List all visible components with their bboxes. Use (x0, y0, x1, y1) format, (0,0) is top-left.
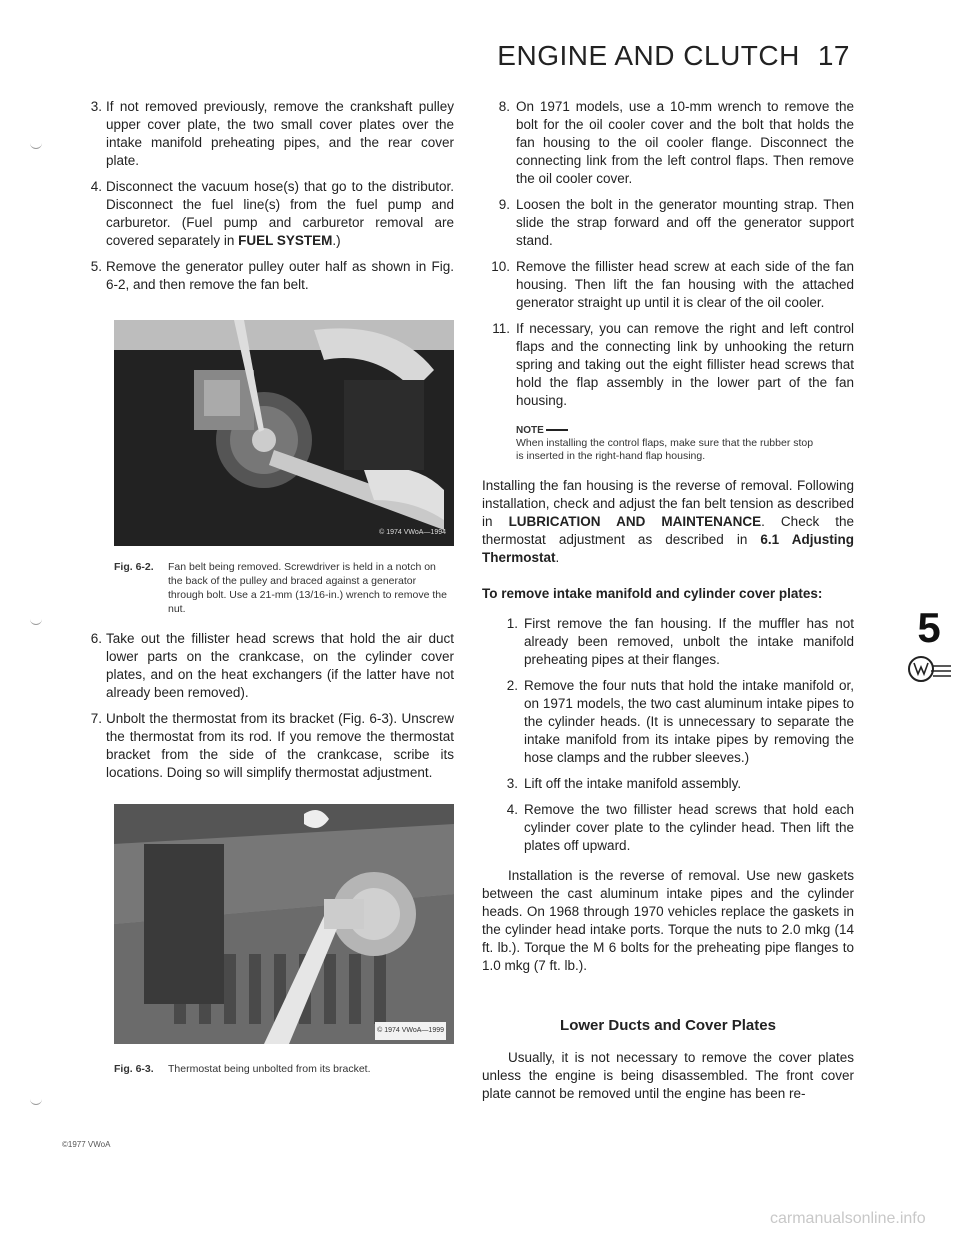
step-6: 6. Take out the fillister head screws that hold the air duct lower parts on the crankcase, on the cylinder cover plates, and on the heat exchangers (if the latter have not already been removed). (90, 631, 454, 700)
left-steps-b (82, 630, 454, 782)
thermostat-ref: 6.1 Adjusting Thermostat (482, 532, 854, 565)
step-8: 8. On 1971 models, use a 10-mm wrench to remove the bolt for the oil cooler cover and the bolt that holds the fan housing to the oil cooler flange. Disconnect the connecting link from the left control flaps. Then remove the oil cooler cover. (498, 99, 854, 186)
figure-6-3-photo (114, 804, 454, 1044)
right-steps-a (482, 98, 854, 410)
left-column (82, 98, 454, 1090)
margin-tick (30, 1098, 42, 1105)
intake-step-3: 3. Lift off the intake manifold assembly. (506, 776, 742, 791)
figure-6-2-caption: Fig. 6-2. Fan belt being removed. Screwdriver is held in a notch on the back of the pulley and braced against a generator through bolt. Use a 21-mm (13/16-in.) wrench to remove the nut. (114, 561, 447, 615)
chapter-tab-digit: 5 (917, 604, 941, 651)
figure-6-3-credit: © 1974 VWoA—1999 (375, 1022, 446, 1040)
fan-belt-photo-illustration (114, 320, 454, 546)
fuel-system-ref: FUEL SYSTEM (238, 233, 333, 248)
install-fan-housing-paragraph: Installing the fan housing is the reverse of removal. Following installation, check and adjust the fan belt tension as described in LUBRICATION AND MAINTENANCE. Check the thermostat adjustment as described in 6.1 Adjusting Thermostat. (482, 478, 855, 565)
section-title: Lower Ducts and Cover Plates (560, 1017, 776, 1034)
section-paragraph: Usually, it is not necessary to remove the cover plates unless the engine is being disassembled. The front cover plate cannot be removed until the engine has been re- (482, 1050, 854, 1101)
figure-6-2-photo (114, 320, 454, 546)
margin-tick (30, 142, 42, 149)
step-11: 11. If necessary, you can remove the right and left control flaps and the connecting link by unhooking the return spring and taking out the eight fillister head screws that hold the flap assembly in the lower part of the fan housing. (492, 321, 854, 408)
footer-copyright: ©1977 VWoA (62, 1140, 111, 1149)
intake-install-paragraph: Installation is the reverse of removal. Use new gaskets between the cast aluminum intake pipes and the cylinder heads. On 1968 through 1970 vehicles replace the gaskets in the cylinder head intake ports. Torque the nuts to 2.0 mkg (14 ft. lb.). Torque the M 6 bolts for the preheating pipe flanges to 1.0 mkg (7 ft. lb.). (482, 868, 854, 973)
intake-step-2: 2. Remove the four nuts that hold the intake manifold or, on 1971 models, the two cast aluminum intake pipes to the cylinder heads. (It is unnecessary to separate the intake manifold from its intake pipes by removing the hose clamps and the rubber sleeves.) (506, 678, 854, 765)
intake-step-4: 4. Remove the two fillister head screws that hold each cylinder cover plate to the cylinder head. Then lift the plates off upward. (506, 802, 854, 853)
vw-emblem-icon (907, 654, 951, 684)
note-box (516, 424, 816, 463)
step-7: 7. Unbolt the thermostat from its bracket (Fig. 6-3). Unscrew the thermostat from its rod. If you remove the thermostat bracket from the side of the crankcase, scribe its locations. Doing so will simplify thermostat adjustment. (90, 711, 454, 780)
left-steps-a (82, 98, 454, 294)
procedure-heading: To remove intake manifold and cylinder cover plates: (482, 586, 823, 601)
note-heading: NOTE (516, 424, 816, 437)
figure-6-3-caption: Fig. 6-3. Thermostat being unbolted from its bracket. (114, 1063, 371, 1075)
chapter-tab (900, 604, 958, 684)
right-steps-b (490, 615, 854, 855)
running-head (497, 40, 850, 72)
step-3: 3. If not removed previously, remove the crankshaft pulley upper cover plate, the two small cover plates over the intake manifold preheating pipes, and the rear cover plate. (90, 99, 454, 168)
intake-step-1: 1. First remove the fan housing. If the muffler has not already been removed, unbolt the intake manifold preheating pipes at their flanges. (506, 616, 854, 667)
lubrication-ref: LUBRICATION AND MAINTENANCE (508, 514, 762, 529)
step-10: 10. Remove the fillister head screw at each side of the fan housing. Then lift the fan housing with the attached generator straight up until it is clear of the oil cooler. (491, 259, 854, 310)
note-text: When installing the control flaps, make sure that the rubber stop is inserted in the right-hand flap housing. (516, 437, 814, 462)
step-9: 9. Loosen the bolt in the generator mounting strap. Then slide the strap forward and off the generator support stand. (498, 197, 854, 248)
watermark: carmanualsonline.info (770, 1210, 926, 1227)
page-number: 17 (817, 40, 850, 71)
running-head-title: ENGINE AND CLUTCH (497, 40, 800, 71)
right-column (482, 98, 854, 1113)
thermostat-photo-illustration (114, 804, 454, 1044)
margin-tick (30, 618, 42, 625)
step-5: 5. Remove the generator pulley outer half as shown in Fig. 6-2, and then remove the fan belt. (90, 259, 454, 292)
figure-6-2-credit: © 1974 VWoA—1994 (379, 529, 446, 536)
step-4: 4. Disconnect the vacuum hose(s) that go to the distributor. Disconnect the fuel line(s) from the fuel pump and carburetor. (Fuel pump and carburetor removal are covered separately in FUEL SYSTEM.) (90, 179, 454, 248)
